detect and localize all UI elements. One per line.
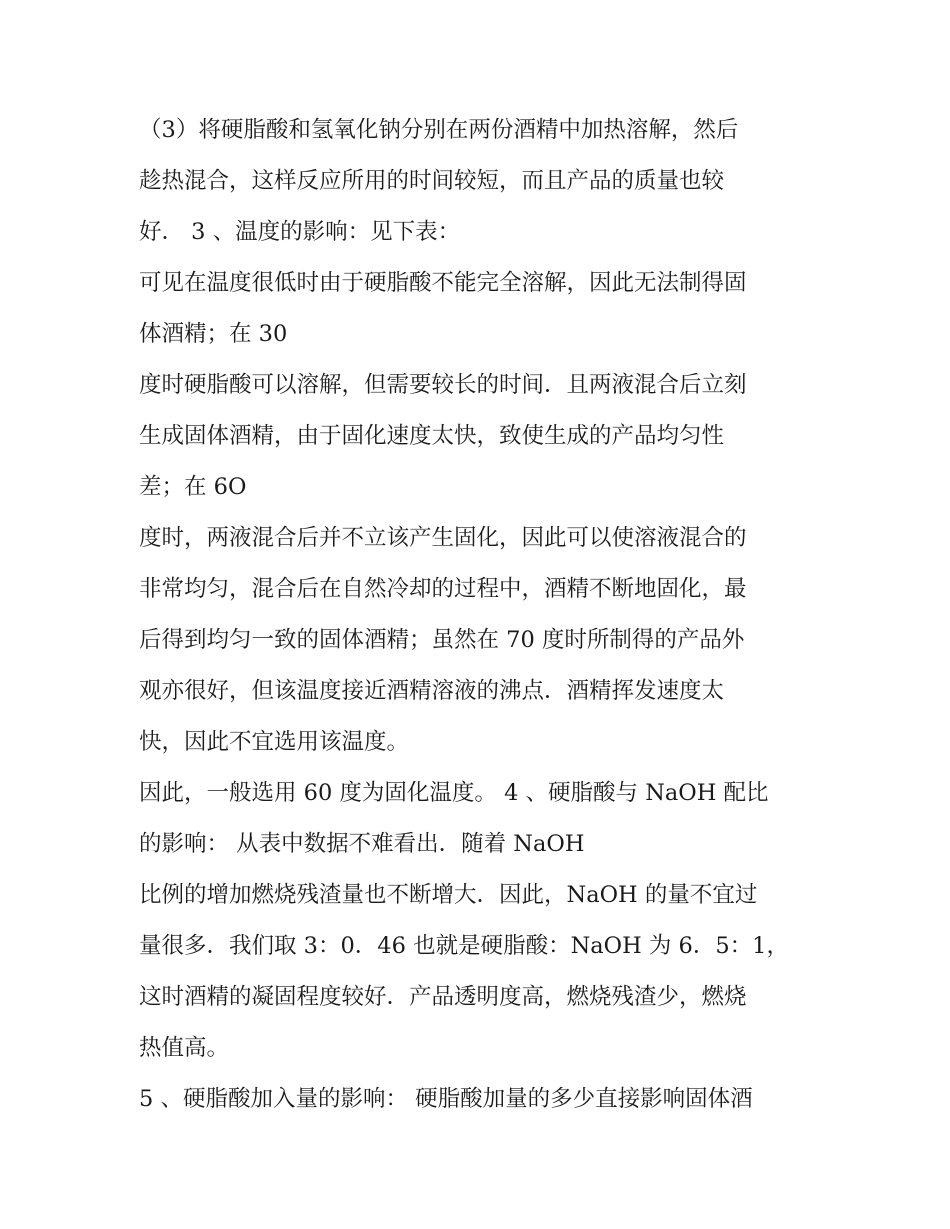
text-line: 这时酒精的凝固程度较好．产品透明度高，燃烧残渣少，燃烧 <box>139 984 747 1010</box>
text-line: 体酒精；在 30 <box>139 321 288 347</box>
text-line: 因此，一般选用 60 度为固化温度。 4 、硬脂酸与 NaOH 配比 <box>139 780 769 806</box>
text-line: 差；在 6O <box>139 474 247 500</box>
text-line: 好． 3 、温度的影响：见下表： <box>139 219 461 245</box>
text-line: 量很多．我们取 3：0．46 也就是硬脂酸：NaOH 为 6．5：1， <box>139 933 789 959</box>
text-line: （3）将硬脂酸和氢氧化钠分别在两份酒精中加热溶解，然后 <box>139 117 739 143</box>
text-line: 热值高。 <box>139 1035 230 1061</box>
text-line: 后得到均匀一致的固体酒精；虽然在 70 度时所制得的产品外 <box>139 627 745 653</box>
text-line: 趁热混合，这样反应所用的时间较短，而且产品的质量也较 <box>139 168 725 194</box>
body-text <box>139 108 819 1128</box>
text-line: 生成固体酒精，由于固化速度太快，致使生成的产品均匀性 <box>139 423 725 449</box>
text-line: 观亦很好，但该温度接近酒精溶液的沸点．酒精挥发速度太 <box>139 678 725 704</box>
text-line: 非常均匀，混合后在自然冷却的过程中，酒精不断地固化，最 <box>139 576 747 602</box>
text-line: 度时硬脂酸可以溶解，但需要较长的时间．且两液混合后立刻 <box>139 372 747 398</box>
text-line: 快，因此不宜选用该温度。 <box>139 729 410 755</box>
text-line: 可见在温度很低时由于硬脂酸不能完全溶解，因此无法制得固 <box>139 270 747 296</box>
text-line: 的影响： 从表中数据不难看出．随着 NaOH <box>139 831 585 857</box>
text-line: 比例的增加燃烧残渣量也不断增大．因此，NaOH 的量不宜过 <box>139 882 758 908</box>
text-line: 5 、硬脂酸加入量的影响： 硬脂酸加量的多少直接影响固体酒 <box>139 1086 753 1112</box>
text-line: 度时，两液混合后并不立该产生固化，因此可以使溶液混合的 <box>139 525 747 551</box>
